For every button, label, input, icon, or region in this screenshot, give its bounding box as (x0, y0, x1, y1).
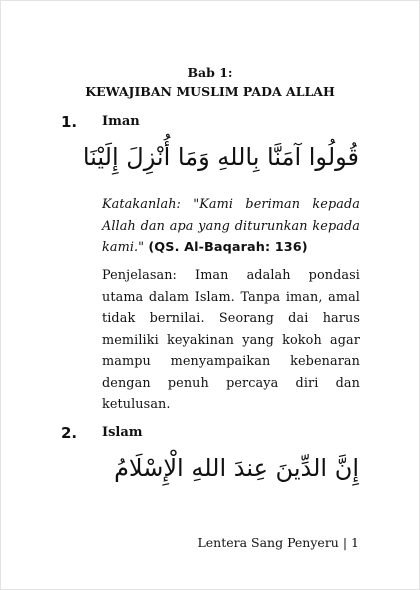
explanation-paragraph: Penjelasan: Iman adalah pondasi utama dalam Islam. Tanpa iman, amal tidak bernilai. Seorang dai harus memiliki keyakinan yang kokoh agar mampu menyampaikan kebenaran dengan penuh percaya diri dan ketulusan. (102, 268, 360, 412)
section-number: 1. (61, 113, 78, 131)
section-title-islam: Islam (102, 425, 143, 440)
chapter-title: KEWAJIBAN MUSLIM PADA ALLAH (85, 84, 335, 99)
section-number: 2. (61, 424, 78, 442)
chapter-heading (1, 63, 419, 101)
book-title: Lentera Sang Penyeru (197, 535, 339, 550)
translation-paragraph (102, 194, 360, 259)
chapter-label: Bab 1: (187, 65, 233, 80)
arabic-verse-iman: قُولُوا آمَنَّا بِاللهِ وَمَا أُنْزِلَ إِلَيْنَا (82, 143, 359, 171)
page-footer (197, 535, 359, 550)
translation-text: Katakanlah: "Kami beriman kepada Allah dan apa yang diturunkan kepada kami." (102, 197, 360, 255)
footer-separator: | (342, 535, 348, 550)
quran-reference: (QS. Al-Baqarah: 136) (148, 240, 308, 255)
page-number: 1 (351, 535, 359, 550)
section-title-iman: Iman (102, 114, 140, 129)
arabic-verse-islam: إِنَّ الدِّينَ عِندَ اللهِ الْإِسْلَامُ (114, 454, 359, 482)
